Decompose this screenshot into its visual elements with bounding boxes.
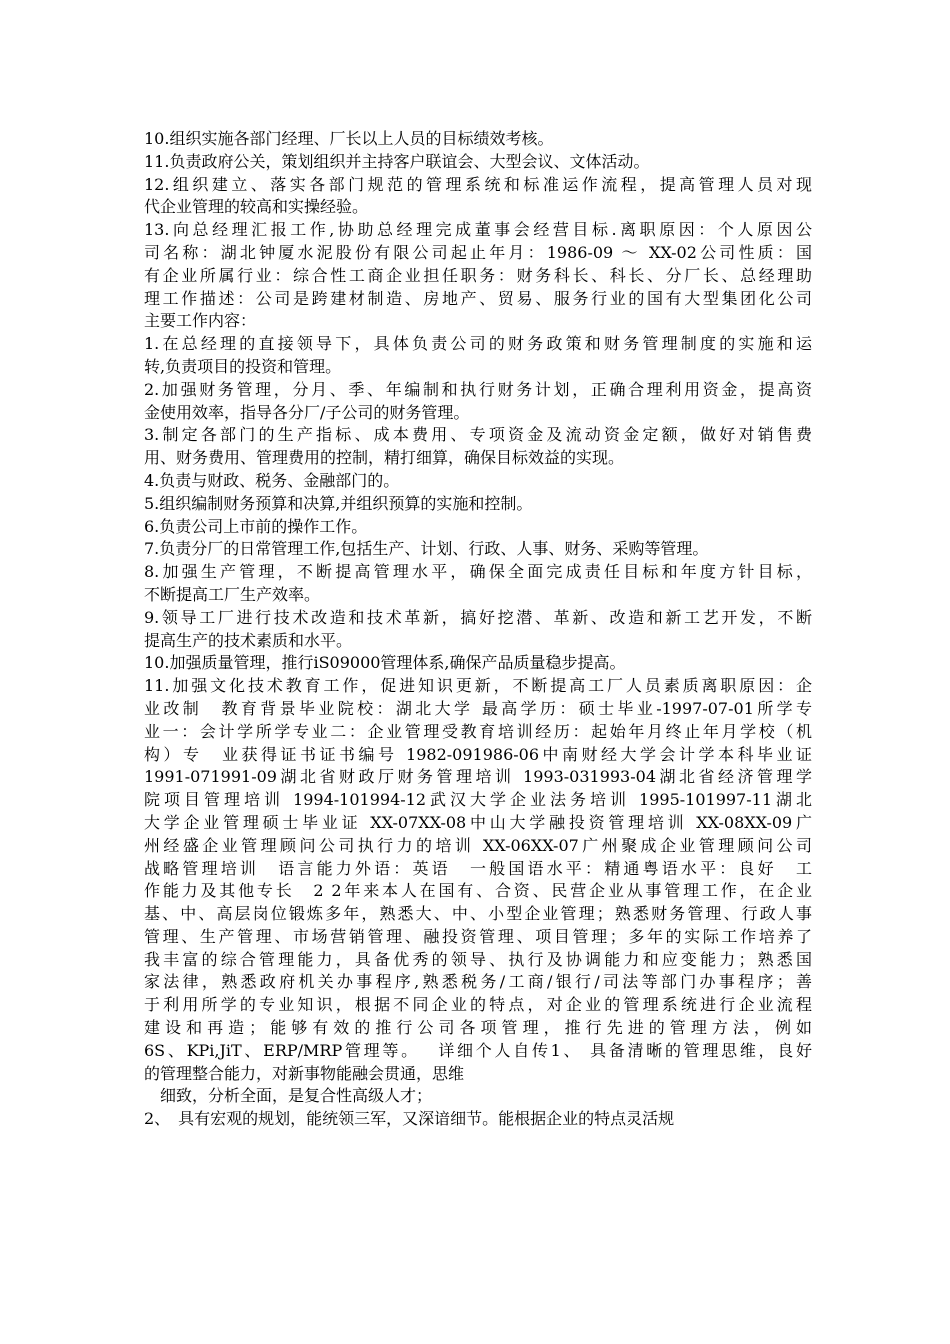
- text-line: 2、 具有宏观的规划，能统领三军，又深谙细节。能根据企业的特点灵活规: [144, 1109, 675, 1129]
- text-line: 2.加强财务管理，分月、季、年编制和执行财务计划，正确合理利用资金，提高资: [144, 379, 812, 399]
- text-line: 不断提高工厂生产效率。: [144, 584, 321, 604]
- text-line: 3.制定各部门的生产指标、成本费用、专项资金及流动资金定额，做好对销售费: [144, 425, 812, 445]
- text-line: 我丰富的综合管理能力，具备优秀的领导、执行及协调能力和应变能力；熟悉国: [144, 949, 812, 969]
- text-line: 理工作描述：公司是跨建材制造、房地产、贸易、服务行业的国有大型集团化公司: [144, 288, 812, 308]
- text-line: 细致，分析全面，是复合性高级人才；: [144, 1086, 433, 1106]
- text-line: 金使用效率，指导各分厂/子公司的财务管理。: [144, 402, 470, 422]
- text-line: 大学企业管理硕士毕业证 XX-07XX-08中山大学融投资管理培训 XX-08XX-09广: [144, 812, 812, 832]
- text-line: 1991-071991-09湖北省财政厅财务管理培训 1993-031993-04湖北省经济管理学: [144, 767, 812, 787]
- text-line: 司名称：湖北钟厦水泥股份有限公司起止年月：1986-09 ～ XX-02公司性质：国: [144, 242, 812, 262]
- text-line: 转,负责项目的投资和管理。: [144, 356, 342, 376]
- text-line: 战略管理培训 语言能力外语：英语 一般国语水平：精通粤语水平：良好 工: [144, 858, 812, 878]
- text-line: 代企业管理的较高和实操经验。: [144, 197, 369, 217]
- text-line: 有企业所属行业：综合性工商企业担任职务：财务科长、科长、分厂长、总经理助: [144, 265, 812, 285]
- text-line: 基、中、高层岗位锻炼多年，熟悉大、中、小型企业管理；熟悉财务管理、行政人事: [144, 904, 812, 924]
- text-line: 9.领导工厂进行技术改造和技术革新，搞好挖潜、革新、改造和新工艺开发，不断: [144, 607, 812, 627]
- text-line: 建设和再造；能够有效的推行公司各项管理，推行先进的管理方法，例如: [144, 1018, 812, 1038]
- text-line: 10.组织实施各部门经理、厂长以上人员的目标绩效考核。: [144, 129, 554, 148]
- text-line: 4.负责与财政、税务、金融部门的。: [144, 470, 400, 490]
- text-line: 业改制 教育背景毕业院校：湖北大学 最高学历：硕士毕业-1997-07-01所学专: [144, 698, 812, 718]
- text-line: 业一：会计学所学专业二：企业管理受教育培训经历：起始年月终止年月学校（机: [144, 721, 812, 741]
- text-line: 州经盛企业管理顾问公司执行力的培训 XX-06XX-07广州聚成企业管理顾问公司: [144, 835, 812, 855]
- text-line: 主要工作内容：: [144, 311, 257, 331]
- text-line: 8.加强生产管理，不断提高管理水平，确保全面完成责任目标和年度方针目标，: [144, 562, 812, 582]
- text-line: 作能力及其他专长 2 2年来本人在国有、合资、民营企业从事管理工作，在企业: [144, 881, 812, 901]
- text-line: 12.组织建立、落实各部门规范的管理系统和标准运作流程，提高管理人员对现: [144, 174, 812, 194]
- document-page: [144, 128, 812, 1131]
- text-line: 13.向总经理汇报工作,协助总经理完成董事会经营目标.离职原因：个人原因公: [144, 220, 812, 240]
- text-line: 于利用所学的专业知识，根据不同企业的特点，对企业的管理系统进行企业流程: [144, 995, 812, 1015]
- text-line: 6S、KPi,JiT、ERP/MRP管理等。 详细个人自传1、 具备清晰的管理思维，良好: [144, 1040, 812, 1060]
- text-line: 构）专 业获得证书证书编号 1982-091986-06中南财经大学会计学本科毕业证: [144, 744, 812, 764]
- text-line: 11.负责政府公关，策划组织并主持客户联谊会、大型会议、文体活动。: [144, 151, 650, 171]
- text-line: 1.在总经理的直接领导下，具体负责公司的财务政策和财务管理制度的实施和运: [144, 334, 812, 354]
- text-line: 11.加强文化技术教育工作，促进知识更新，不断提高工厂人员素质离职原因：企: [144, 676, 812, 696]
- text-line: 院项目管理培训 1994-101994-12武汉大学企业法务培训 1995-101997-11湖北: [144, 790, 812, 810]
- text-line: 6.负责公司上市前的操作工作。: [144, 516, 368, 536]
- text-line: 5.组织编制财务预算和决算,并组织预算的实施和控制。: [144, 493, 533, 513]
- text-line: 管理、生产管理、市场营销管理、融投资管理、项目管理；多年的实际工作培养了: [144, 926, 812, 946]
- text-line: 家法律，熟悉政府机关办事程序,熟悉税务/工商/银行/司法等部门办事程序；善: [144, 972, 812, 992]
- text-line: 10.加强质量管理，推行iS09000管理体系,确保产品质量稳步提高。: [144, 653, 626, 673]
- text-line: 用、财务费用、管理费用的控制，精打细算，确保目标效益的实现。: [144, 448, 625, 468]
- text-line: 提高生产的技术素质和水平。: [144, 630, 353, 650]
- text-line: 的管理整合能力，对新事物能融会贯通，思维: [144, 1063, 465, 1083]
- text-line: 7.负责分厂的日常管理工作,包括生产、计划、行政、人事、财务、采购等管理。: [144, 539, 709, 559]
